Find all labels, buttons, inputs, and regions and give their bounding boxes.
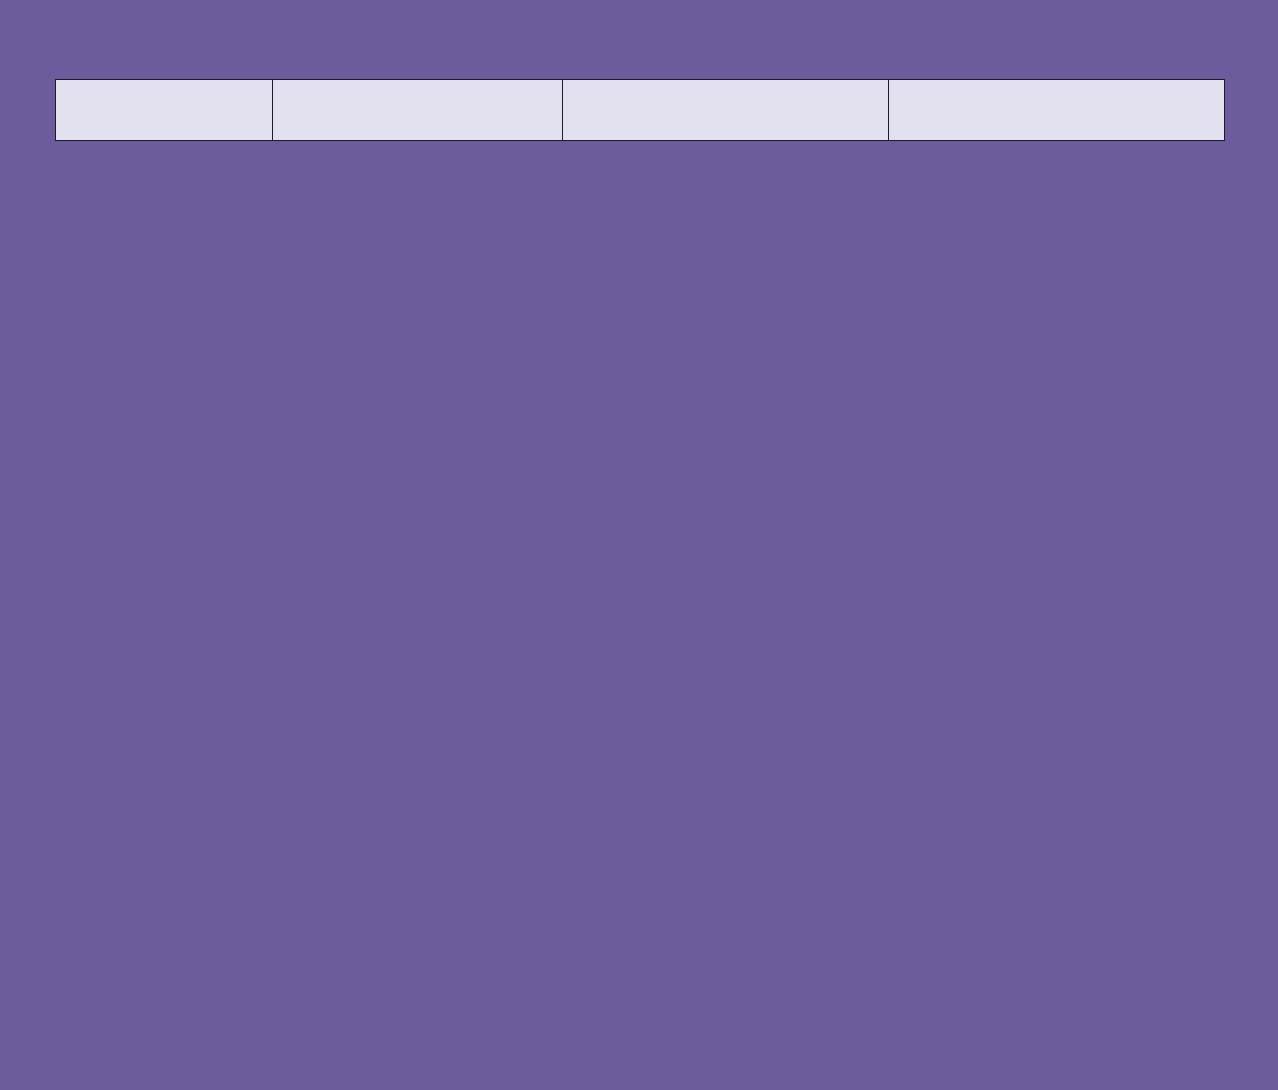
table-header-row [56,80,1225,141]
table-header [56,80,1225,141]
column-header-example [889,80,1225,141]
pos-components-table [55,79,1225,141]
column-header-component [56,80,273,141]
column-header-testing-methods [563,80,889,141]
column-header-function [273,80,563,141]
